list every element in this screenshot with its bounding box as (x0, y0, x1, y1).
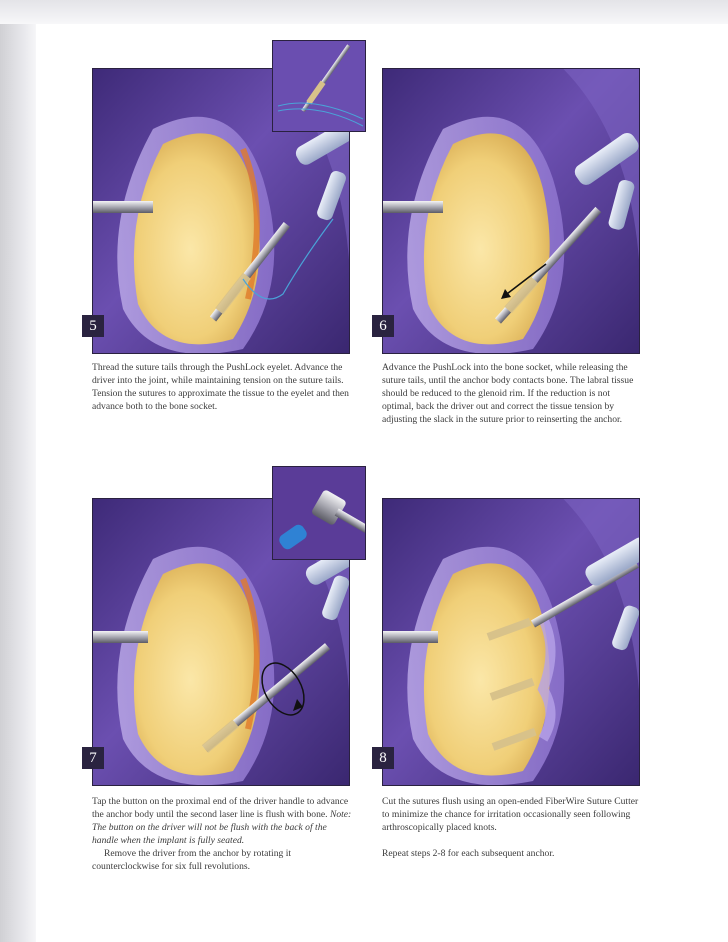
caption-note: Note: The button on the driver will not be flush with the back of the handle when the implant is fully seated. (92, 809, 352, 846)
step-6-label: 6 (372, 315, 394, 337)
step-8-label: 8 (372, 747, 394, 769)
caption-text: Advance the PushLock into the bone socket, while releasing the suture tails, until the anchor body contacts bone. The labral tissue should be reduced to the glenoid rim. If the reduction is not optimal, back the driver out and correct the tissue tension by adjusting the slack in the suture prior to reinserting the anchor. (382, 362, 634, 425)
caption-remove: Remove the driver from the anchor by rotating it counterclockwise for six full revolutions. (92, 848, 292, 872)
inset-driver-button-detail (272, 466, 366, 560)
step-5-label: 5 (82, 315, 104, 337)
step-7-caption (92, 795, 354, 873)
caption-repeat: Repeat steps 2-8 for each subsequent anchor. (382, 848, 555, 859)
caption-text: Thread the suture tails through the PushLock eyelet. Advance the driver into the joint, while maintaining tension on the suture tails. Tension the sutures to approximate the tissue to the eyelet and then advance both to the bone socket. (92, 362, 349, 412)
caption-main: Cut the sutures flush using an open-ended FiberWire Suture Cutter to minimize the chance for irritation occasionally seen following arthroscopically placed knots. (382, 796, 639, 833)
page-top-shadow (0, 0, 728, 24)
step-5-caption (92, 361, 354, 413)
caption-main: Tap the button on the proximal end of the driver handle to advance the anchor body until the second laser line is flush with bone. (92, 796, 349, 820)
illustration-step-8 (382, 498, 640, 786)
step-6-caption (382, 361, 644, 426)
inset-eyelet-detail (272, 40, 366, 132)
page-edge-shadow (0, 0, 36, 942)
step-7-label: 7 (82, 747, 104, 769)
illustration-step-6 (382, 68, 640, 354)
step-8-caption (382, 795, 644, 860)
